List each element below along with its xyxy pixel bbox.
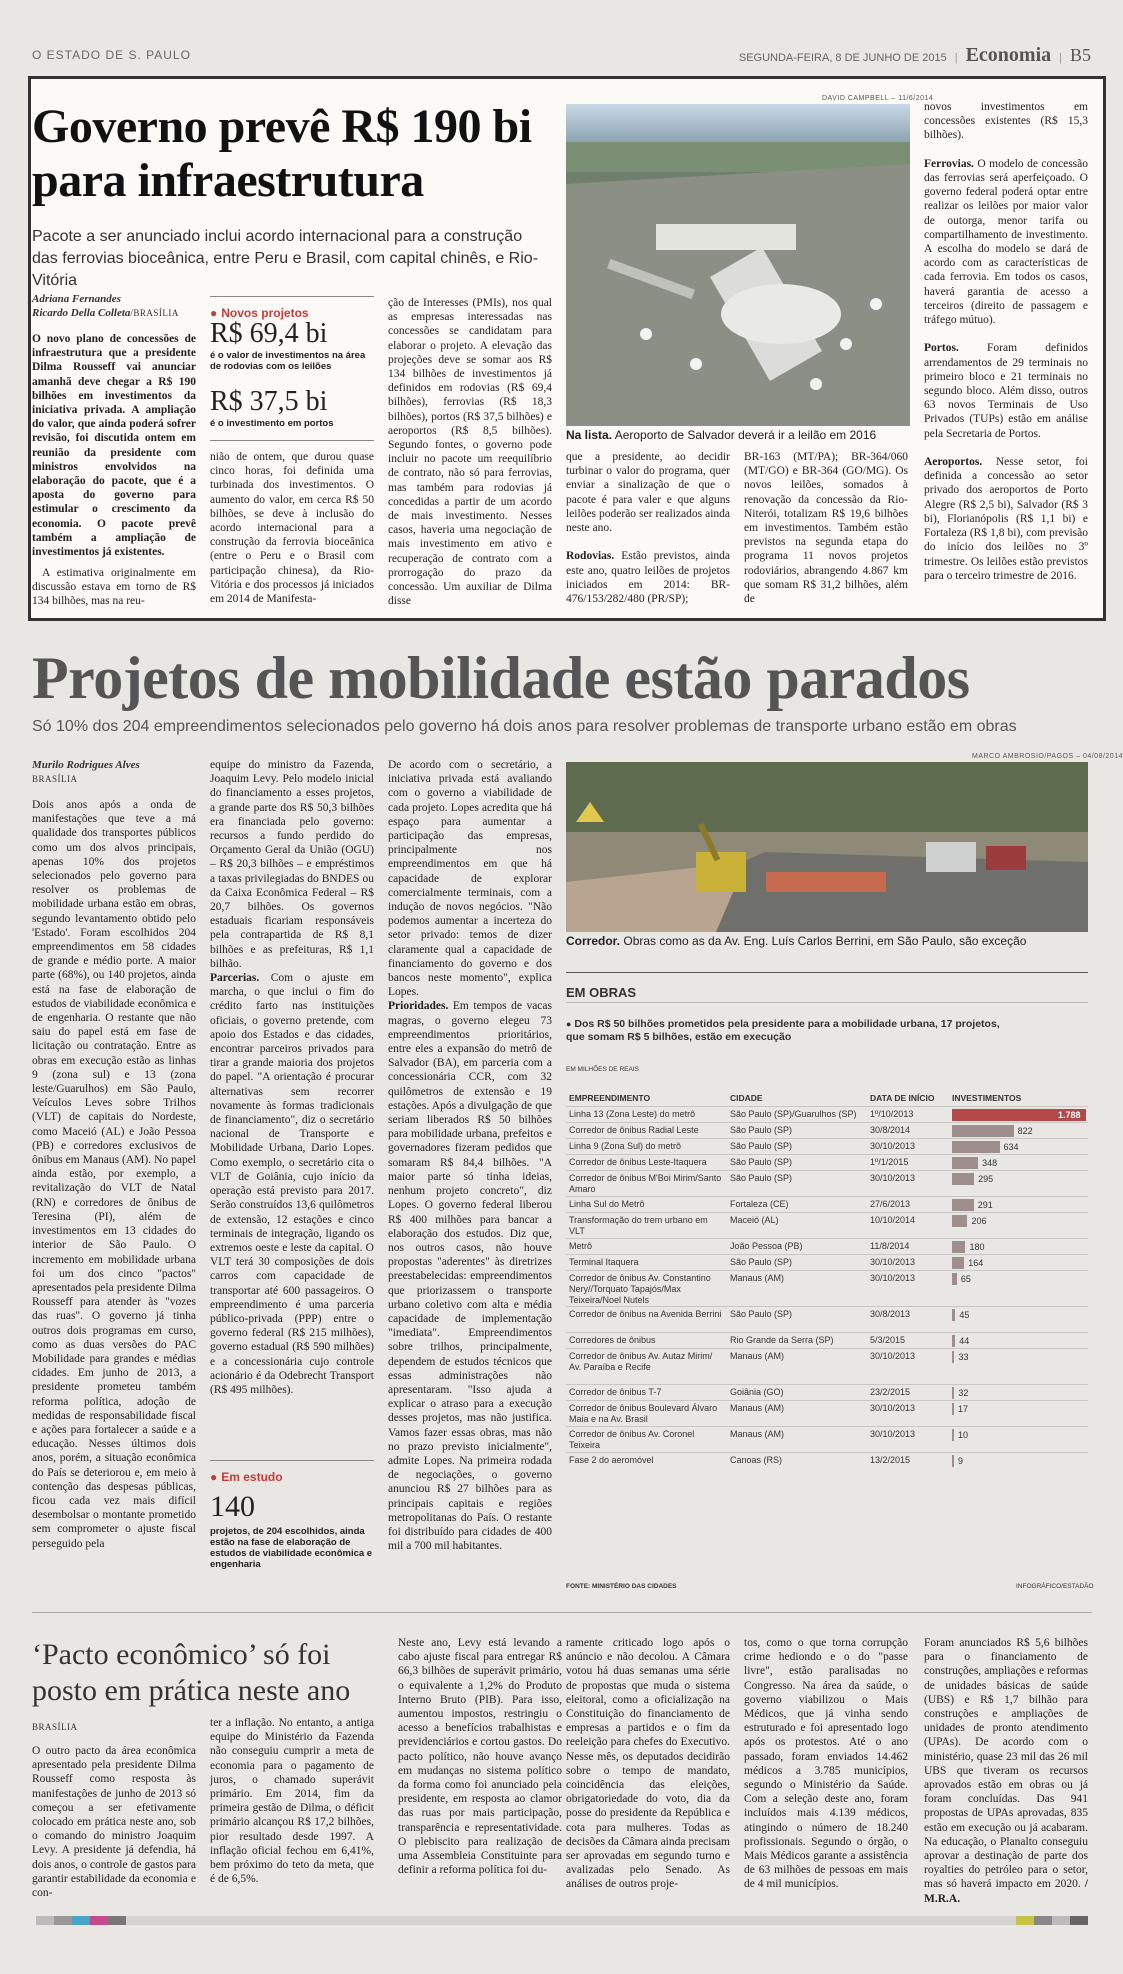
table-source: FONTE: MINISTÉRIO DAS CIDADES	[566, 1583, 677, 1590]
investment-bar	[952, 1387, 954, 1399]
byline-author: Ricardo Della Colleta	[32, 307, 131, 319]
issue-date: SEGUNDA-FEIRA, 8 DE JUNHO DE 2015	[738, 52, 947, 64]
investment-value: 295	[978, 1174, 994, 1184]
investment-value: 33	[958, 1352, 969, 1362]
bullet-icon: ●	[566, 1019, 572, 1029]
row-divider	[566, 1306, 1088, 1307]
stat-description: projetos, de 204 escolhidos, ainda estão na fase de elaboração de estudos de viabilidade econômica e engenharia	[210, 1526, 373, 1570]
col2-text-b: Com o ajuste em marcha, o que inclui o fim do crédito farto nas instituições oficiais, o governo pretende, com apoio dos Estados e das cidades, encontrar parceiros privados para tirar a grande maioria dos projetos do papel. "A orientação é procurar alternativas sem recorrer novamente às formas tradicionais de financiamento", diz o secretário nacional de Transporte e Mobilidade Urbana, Dario Lopes. Como exemplo, o secretário cita o VLT de Goiânia, cujo início da operação está previsto para 2017. Serão construídos 13,6 quilômetros de extensão, 12 estações e cinco terminais de integração, ligando os extremos oeste e leste da capital. O VLT terá 30 composições de dois carros com capacidade de transportar até 600 passageiros. O empreendimento é uma parceria público-privada (PPP) entre o governo federal (R$ 215 milhões), governo estadual (R$ 590 milhões) e a concessionária cujo controle acionário é da Odebrecht Transport (R$ 495 milhões).	[210, 972, 374, 1396]
table-cell-date: 30/10/2013	[870, 1141, 916, 1151]
mid-deck: Só 10% dos 204 empreendimentos selecionados pelo governo há dois anos para resolver problemas de transporte urbano estão em obras	[32, 718, 1017, 735]
investment-bar	[952, 1351, 954, 1363]
column-header: CIDADE	[730, 1093, 763, 1103]
subhead-prioridades: Prioridades.	[388, 1000, 449, 1013]
row-divider	[566, 1384, 1088, 1385]
top-headline: Governo prevê R$ 190 bi para infraestrutura	[32, 100, 532, 207]
table-cell-project: Linha 13 (Zona Leste) do metrô	[569, 1109, 696, 1119]
table-cell-project: Corredor de ônibus Radial Leste	[569, 1125, 699, 1135]
table-cell-project: Terminal Itaquera	[569, 1257, 639, 1267]
row-divider	[566, 1122, 1088, 1123]
top-col5: BR-163 (MT/PA); BR-364/060 (MT/GO) e BR-364 (GO/MG). Os novos leilões, somados à renovação da concessão da Rio-Niterói, totalizam R$ 19,6 bilhões em investimentos. Também estão previstos na segunda etapa do programa 11 novos projetos rodoviários, abrangendo 4.867 km que somam R$ 31,2 bilhões, além de	[744, 451, 908, 606]
caption-text: Aeroporto de Salvador deverá ir a leilão em 2016	[614, 428, 877, 442]
investment-value: 180	[969, 1242, 985, 1252]
col2-text: equipe do ministro da Fazenda, Joaquim Levy. Pelo modelo inicial do financiamento a esses projetos, a grande parte dos R$ 50,3 bilhões era financiada pelo governo: recursos a fundo perdido do Orçamento Geral da União (OGU) – R$ 20,3 bilhões – e empréstimos a taxas privilegiadas do BNDES ou da Caixa Econômica Federal – R$ 20,7 bilhões. Os governos estaduais ficariam responsáveis pela contrapartida de R$ 8,1 bilhões e as prefeituras, R$ 1,1 bilhão.	[210, 759, 374, 970]
row-divider	[566, 1170, 1088, 1171]
table-cell-city: Manaus (AM)	[730, 1403, 785, 1413]
table-cell-project: Linha 9 (Zona Sul) do metrô	[569, 1141, 682, 1151]
table-cell-date: 30/10/2013	[870, 1403, 916, 1413]
table-cell-date: 30/10/2013	[870, 1429, 916, 1439]
table-cell-date: 1º/1/2015	[870, 1157, 909, 1167]
investment-bar	[952, 1273, 957, 1285]
investment-value: 164	[968, 1258, 984, 1268]
investment-bar	[952, 1199, 974, 1211]
byline-author: Murilo Rodrigues Alves	[32, 759, 140, 771]
signature: / M.R.A.	[924, 1878, 1088, 1905]
row-divider	[566, 1154, 1088, 1155]
table-cell-date: 30/8/2014	[870, 1125, 911, 1135]
photo-caption	[566, 934, 1088, 948]
investment-value: 17	[958, 1404, 969, 1414]
section-name: Economia	[965, 44, 1052, 66]
row-divider	[566, 1348, 1088, 1349]
investment-bar	[952, 1125, 1014, 1137]
table-cell-city: Manaus (AM)	[730, 1429, 785, 1439]
col4-text: que a presidente, ao decidir turbinar o valor do programa, quer enviar a sinalização de que o pacote é para valer e que alguns leilões poderão ser realizados ainda neste ano.	[566, 451, 730, 535]
top-col3: ção de Interesses (PMIs), nos qual as empresas interessadas nas concessões se candidatam para elaborar o projeto. A elevação das projeções deve se somar aos R$ 134 bilhões de investimentos já definidos em rodovias (R$ 69,4 bilhões), ferrovias (R$ 18,3 bilhões), portos (R$ 37,5 bilhões) e aeroportos (R$ 8,5 bilhões). Segundo fontes, o governo pode incluir no pacote um reequilíbrio de contrato, não só para ferrovias, mas também para rodovias já concedidas a partir de um acordo de mais investimento. Nesses casos, haveria uma negociação de mais investimento em ativo e recuperação de contrato com a prorrogação do prazo da concessão. Um auxiliar de Dilma disse	[388, 297, 552, 608]
box-rule	[210, 440, 374, 441]
subhead-aeroportos: Aeroportos.	[924, 456, 983, 469]
column-header: EMPREENDIMENTO	[569, 1093, 651, 1103]
table-cell-city: João Pessoa (PB)	[730, 1241, 803, 1251]
bottom-col2: ter a inflação. No entanto, a antiga equipe do Ministério da Fazenda não conseguiu cumprir a meta de economia para o pagamento de juros, o chamado superávit primário. Em 2014, fim da primeira gestão de Dilma, o déficit primário alcançou R$ 17,2 bilhões, pior resultado desde 1997. A inflação oficial fechou em 6,41%, bem próximo do teto da meta, que é de 6,5%.	[210, 1717, 374, 1886]
row-divider	[566, 1332, 1088, 1333]
col3-text-b: Em tempos de vacas magras, o governo elegeu 73 empreendimentos prioritários, entre eles a expansão do metrô de Salvador (BA), em parceria com a concessionária CCR, com 32 quilômetros de extensão e 19 estações. Após a divulgação de que seriam liberados R$ 50 bilhões para mobilidade urbana, prefeitos e governadores fizeram pedidos que somaram R$ 84,4 bilhões. "A maior parte só tinha ideias, nenhum projeto concreto", diz Lopes. O governo federal liberou R$ 400 milhões para bancar a elaboração dos estudos. Diz que, nos outros casos, não houve propostas "aderentes" às diretrizes preestabelecidas: empreendimentos que priorizassem o transporte urbano coletivo com alta e média capacidade de implementação "imediata". Empreendimentos sobre trilhos, principalmente, dependem de estudos técnicos que essas administrações não apresentaram. "Isso ajuda a explicar o atraso para a execução desses projetos, mas não justifica. Vamos fazer essas obras, mas não no prazo previsto inicialmente", admite Lopes. Na primeira rodada de negociações, o governo anunciou R$ 27 bilhões para as principais capitais e regiões metropolitanas do País. O restante foi distribuído para cidades de 400 mil a 700 mil habitantes.	[388, 1000, 552, 1553]
table-cell-city: São Paulo (SP)	[730, 1257, 793, 1267]
table-cell-project: Corredor de ônibus M'Boi Mirim/Santo Amaro	[569, 1173, 722, 1194]
study-box	[210, 1468, 283, 1486]
mid-col1: Dois anos após a onda de manifestações que teve a má qualidade dos transportes públicos como um dos alvos principais, apenas 10% dos projetos selecionados pelo governo para resolver os problemas de mobilidade urbana estão em obras, segundo levantamento obtido pelo 'Estado'. Foram escolhidos 204 empreendimentos em 58 cidades de grande e médio porte. A maior parte (68%), ou 140 projetos, ainda está na fase de elaboração de estudos de viabilidade econômica e de engenharia. O restante que não saiu do papel está em fase de licitação ou contratação. Entre as obras em execução estão as linhas 9 (zona sul) e 13 (zona leste/Guarulhos) em São Paulo, Veículos Leves sobre Trilhos (VLT) de capitais do Nordeste, como Maceió (AL) e João Pessoa (PB) e corredores exclusivos de ônibus em Manaus (AM). No papel ainda estão, por exemplo, a revitalização do VLT de Natal (RN) e corredores de ônibus de Teresina (PI), além de investimentos em 13 cidades do interior de São Paulo. O incremento em mobilidade urbana foi um dos cinco "pactos" apresentados pela presidente Dilma Rousseff para atender às "vozes das ruas". O governo já tinha outros dois programas em curso, como as duas versões do PAC Mobilidade para grandes e médias cidades. Em junho de 2013, a presidente prometeu também reforma política, adoção de medidas de responsabilidade fiscal e ações para fortalecer a saúde e a educação. Nesses últimos dois anos, porém, a situação econômica do País se deteriorou e, em meio à contenção das despesas públicas, ficou cada vez mais difícil desembolsar o montante prometido sem comprometer o ajuste fiscal perseguido pela	[32, 799, 196, 1550]
bottom-byline	[32, 1720, 78, 1734]
investment-value: 65	[960, 1274, 971, 1284]
table-rule	[566, 1002, 1088, 1003]
top-col1-continued: A estimativa originalmente em discussão estava em torno de R$ 134 bilhões, mas na reu-	[32, 567, 196, 608]
bottom-col1: O outro pacto da área econômica apresentado pela presidente Dilma Rousseff como resposta às manifestações de junho de 2013 só começou a ser efetivamente colocado em prática neste ano, sob o comando do ministro Joaquim Levy. A presidente já defendia, há dois anos, o controle de gastos para garantir estabilidade da economia e con-	[32, 1745, 196, 1900]
investment-value: 822	[1017, 1126, 1033, 1136]
table-cell-city: Maceió (AL)	[730, 1215, 779, 1225]
stat-number: R$ 37,5 bi	[210, 386, 328, 417]
table-cell-city: Rio Grande da Serra (SP)	[730, 1335, 834, 1345]
investment-bar	[952, 1141, 1000, 1153]
table-cell-date: 13/2/2015	[870, 1455, 911, 1465]
table-cell-project: Corredor de ônibus Av. Constantino Nery//Torquato Tapajós/Max Teixeira/Noel Nutels	[569, 1273, 711, 1305]
airport-aerial-image	[566, 104, 910, 426]
col4-text-b: Estão previstos, ainda este ano, quatro leilões de projetos iniciados em 2014: BR-476/153/282/480 (PR/SP);	[566, 550, 730, 606]
bullet-icon: ●	[210, 306, 218, 320]
caption-text: Obras como as da Av. Eng. Luís Carlos Berrini, em São Paulo, são exceção	[623, 934, 1027, 948]
table-cell-city: São Paulo (SP)	[730, 1141, 793, 1151]
col6-text: Foram definidos arrendamentos de 29 terminais no primeiro bloco e 21 terminais no segundo bloco. Além disso, outros 63 novos Terminais de Uso Privados (TUPs) estão em análise pela Secretaria de Portos.	[924, 342, 1089, 440]
investment-value: 1.788	[1058, 1110, 1081, 1120]
table-cell-project: Corredor de ônibus na Avenida Berrini	[569, 1309, 722, 1319]
row-divider	[566, 1238, 1088, 1239]
subhead-rodovias: Rodovias.	[566, 550, 615, 563]
color-registration-bar	[36, 1916, 1088, 1925]
stat-description: é o investimento em portos	[210, 418, 334, 429]
stat-number: 140	[210, 1490, 255, 1523]
row-divider	[566, 1426, 1088, 1427]
byline-location: BRASÍLIA	[32, 774, 78, 784]
table-cell-city: São Paulo (SP)	[730, 1157, 793, 1167]
masthead-right	[739, 44, 1091, 67]
investment-value: 348	[982, 1158, 998, 1168]
byline-location: BRASÍLIA	[32, 1722, 78, 1732]
investment-value: 291	[977, 1200, 993, 1210]
row-divider	[566, 1196, 1088, 1197]
separator: |	[1059, 52, 1062, 64]
bottom-col4: ramente criticado logo após o anúncio e não decolou. A Câmara votou há duas semanas uma série de propostas que muda o sistema eleitoral, como a oficialização na Constituição do financiamento de empresas a partidos e o fim da reeleição para chefes do Executivo. Nesse mês, os deputados decidirão sobre o tempo de mandato, coincidência das eleições, obrigatoriedade do voto, dia da posse do presidente da República e cota para mulheres. Todas as decisões da Câmara ainda precisam ser aprovadas em segundo turno e avalizadas pelo Senado. As análises de outros proje-	[566, 1637, 730, 1891]
investment-bar	[952, 1403, 954, 1415]
investment-bar	[952, 1215, 967, 1227]
table-cell-city: São Paulo (SP)/Guarulhos (SP)	[730, 1109, 857, 1119]
table-cell-city: Manaus (AM)	[730, 1351, 785, 1361]
table-cell-date: 5/3/2015	[870, 1335, 906, 1345]
stat-description: é o valor de investimentos na área de rodovias com os leilões	[210, 350, 366, 372]
box-label: Em estudo	[221, 1470, 283, 1484]
col6-text: Nesse setor, foi definida a concessão ao setor privado dos aeroportos de Porto Alegre (R$ 2,5 bi), Salvador (R$ 3 bi), Florianópolis (R$ 1,1 bi) e Fortaleza (R$ 1,8 bi), com previsão do início dos leilões no 3º trimestre. Os leilões estão previstos para o terceiro trimestre de 2016.	[924, 456, 1088, 582]
table-cell-city: Canoas (RS)	[730, 1455, 783, 1465]
investment-value: 44	[959, 1336, 970, 1346]
top-col2: nião de ontem, que durou quase cinco horas, foi definida uma turbinada dos investimentos. O aumento do valor, em cerca R$ 50 bilhões, se deve à inclusão do acordo internacional para a construção da ferrovia bioceânica (entre o Peru e o Brasil com participação chinesa), da Rio-Vitória e dos processos já iniciados em 2014 de Manifesta-	[210, 451, 374, 606]
bottom-col5: tos, como o que torna corrupção crime hediondo e o do "passe livre", estão paralisadas no Congresso. Na área da saúde, o governo viabilizou o Mais Médicos, que já vinha sendo estruturado e foi apresentado logo após os protestos. Até o ano passado, foram enviados 14.462 médicos a 3.785 municípios, segundo o Ministério da Saúde. Com a seleção deste ano, foram incluídos mais 4.139 médicos, atingindo o número de 18.240 profissionais. Segundo o órgão, o Mais Médicos garante a assistência de 63 milhões de pessoas em mais de 4 mil municípios.	[744, 1637, 908, 1891]
subhead-portos: Portos.	[924, 342, 959, 355]
top-col4	[566, 450, 730, 606]
caption-lead: Na lista.	[566, 428, 613, 442]
investment-value: 32	[958, 1388, 969, 1398]
investment-value: 45	[959, 1310, 970, 1320]
row-divider	[566, 1254, 1088, 1255]
row-divider	[566, 1270, 1088, 1271]
mid-col2	[210, 758, 374, 1397]
top-byline	[32, 292, 202, 320]
table-cell-date: 30/10/2013	[870, 1351, 916, 1361]
investment-value: 10	[958, 1430, 969, 1440]
mid-col3	[388, 758, 552, 1553]
newspaper-name: O ESTADO DE S. PAULO	[32, 48, 191, 62]
page-number: B5	[1069, 45, 1091, 65]
row-divider	[566, 1106, 1088, 1107]
mid-byline	[32, 758, 202, 786]
col6-text: Foram anunciados R$ 5,6 bilhões para o financiamento de construções, ampliações e reformas de unidades básicas de saúde (UBS) e R$ 1,7 bilhão para construções e ampliações de unidades de pronto atendimento (UPAs). De acordo com o ministério, quase 23 mil das 26 mil UBS que tiveram os recursos aprovados estão em obras ou já foram concluídas. Das 941 propostas de UPAs aprovadas, 835 estão em execução ou já acabaram. Na educação, o Planalto conseguiu aprovar a destinação de parte dos royalties do petróleo para o setor, mas só haverá impacto em 2020.	[924, 1637, 1088, 1891]
table-cell-project: Corredor de ônibus Leste-Itaquera	[569, 1157, 707, 1167]
table-cell-project: Linha Sul do Metrô	[569, 1199, 645, 1209]
box-rule	[210, 296, 374, 297]
col3-text: De acordo com o secretário, a iniciativa privada está avaliando com o governo a viabilidade de cada projeto. Lopes acredita que há espaço para aumentar a participação das empresas, principalmente nos empreendimentos em que há capacidade de explorar comercialmente terminais, com a indução de novos negócios. "Não podemos aumentar a incerteza do setor privado: temos de dizer claramente qual a capacidade de financiamento do governo e dos bancos neste momento", explica Lopes.	[388, 759, 552, 999]
subhead-ferrovias: Ferrovias.	[924, 157, 974, 170]
table-cell-project: Fase 2 do aeromóvel	[569, 1455, 654, 1465]
table-cell-city: São Paulo (SP)	[730, 1125, 793, 1135]
subhead-parcerias: Parcerias.	[210, 972, 260, 985]
table-cell-project: Metrô	[569, 1241, 593, 1251]
stat-number: R$ 69,4 bi	[210, 318, 328, 349]
bullet-icon: ●	[210, 1470, 218, 1484]
col6-text: O modelo de concessão das ferrovias será aperfeiçoado. O governo federal poderá optar entre realizar os leilões por maior valor de outorga, menor tarifa ou compartilhamento de investimento. A escolha do modelo se dará de acordo com as características de cada ferrovia. Em todos os casos, haverá garantia de acesso a terceiros (direito de passagem e tráfego mútuo).	[924, 157, 1088, 327]
table-cell-city: São Paulo (SP)	[730, 1173, 793, 1183]
table-cell-project: Corredor de ônibus Boulevard Álvaro Maia e na Av. Brasil	[569, 1403, 718, 1424]
investment-bar	[952, 1429, 954, 1441]
table-cell-city: Manaus (AM)	[730, 1273, 785, 1283]
table-cell-date: 30/10/2013	[870, 1257, 916, 1267]
byline-author: Adriana Fernandes	[32, 293, 121, 305]
investment-bar	[952, 1257, 964, 1269]
table-cell-city: São Paulo (SP)	[730, 1309, 793, 1319]
bottom-col3: Neste ano, Levy está levando a cabo ajuste fiscal para entregar R$ 66,3 bilhões de superávit primário, o equivalente a 1,2% do Produto Interno Bruto (PIB). Para isso, aumentou impostos, restringiu o acesso a benefícios trabalhistas e previdenciários e cortou gastos. Do pacto político, não houve avanço em mudanças no sistema político da forma como foi anunciado pela presidente, em resposta ao clamor das ruas por mais participação, transparência e representatividade. O plebiscito para realização de uma Assembleia Constituinte para definir a reforma política foi du-	[398, 1637, 562, 1877]
row-divider	[566, 1212, 1088, 1213]
airport-photo	[566, 104, 910, 426]
byline-location: /BRASÍLIA	[130, 308, 179, 318]
photo-credit: DAVID CAMPBELL – 11/6/2014	[822, 95, 934, 102]
investment-bar	[952, 1241, 965, 1253]
investment-table	[566, 1090, 1088, 1580]
table-cell-project: Corredores de ônibus	[569, 1335, 656, 1345]
row-divider	[566, 1452, 1088, 1453]
roadwork-photo	[566, 762, 1088, 932]
investment-bar	[952, 1335, 955, 1347]
investment-bar	[952, 1309, 955, 1321]
table-cell-project: Transformação do trem urbano em VLT	[569, 1215, 708, 1236]
table-subtitle-text: Dos R$ 50 bilhões prometidos pela presidente para a mobilidade urbana, 17 projetos, que somam R$ 5 bilhões, estão em execução	[566, 1018, 1000, 1043]
table-cell-project: Corredor de ônibus Av. Coronel Teixeira	[569, 1429, 695, 1450]
investment-value: 634	[1003, 1142, 1019, 1152]
table-cell-project: Corredor de ônibus Av. Autaz Mirim/ Av. Paraíba e Recife	[569, 1351, 713, 1372]
investment-bar	[952, 1157, 978, 1169]
table-cell-date: 1º/10/2013	[870, 1109, 914, 1119]
photo-caption	[566, 428, 910, 442]
investment-value: 9	[958, 1456, 964, 1466]
table-cell-date: 30/8/2013	[870, 1309, 911, 1319]
bottom-headline: ‘Pacto econômico’ só foi posto em prática neste ano	[32, 1638, 351, 1707]
box-label: Novos projetos	[221, 306, 309, 320]
caption-lead: Corredor.	[566, 934, 621, 948]
top-lead-paragraph: O novo plano de concessões de infraestrutura que a presidente Dilma Rousseff vai anunciar amanhã deve chegar a R$ 190 bilhões em investimentos da iniciativa privada. A ampliação do valor, que ainda poderá sofrer revisão, foi discutida ontem em reunião da presidente com ministros envolvidos na elaboração do pacote, que é a aposta do governo para estimular o crescimento da economia. O pacote prevê também a ampliação de investimentos já existentes.	[32, 333, 196, 559]
table-cell-date: 27/6/2013	[870, 1199, 911, 1209]
column-header: DATA DE INÍCIO	[870, 1093, 935, 1103]
table-cell-date: 10/10/2014	[870, 1215, 916, 1225]
mid-headline: Projetos de mobilidade estão parados	[32, 645, 970, 711]
table-cell-city: Fortaleza (CE)	[730, 1199, 789, 1209]
table-cell-city: Goiânia (GO)	[730, 1387, 784, 1397]
table-cell-date: 23/2/2015	[870, 1387, 911, 1397]
top-col6	[924, 100, 1088, 583]
table-cell-date: 11/8/2014	[870, 1241, 910, 1251]
table-credit: INFOGRÁFICO/ESTADÃO	[1016, 1583, 1094, 1590]
photo-credit: MARCO AMBROSIO/PAGOS – 04/08/2014	[972, 753, 1123, 760]
table-top-rule	[566, 972, 1088, 973]
table-cell-date: 30/10/2013	[870, 1173, 916, 1183]
table-cell-project: Corredor de ônibus T-7	[569, 1387, 662, 1397]
section-divider	[32, 1612, 1092, 1613]
column-header: INVESTIMENTOS	[952, 1093, 1022, 1103]
investment-bar	[952, 1455, 954, 1467]
table-unit: EM MILHÕES DE REAIS	[566, 1066, 639, 1073]
investment-value: 206	[971, 1216, 987, 1226]
top-deck: Pacote a ser anunciado inclui acordo internacional para a construção das ferrovias bioceânica, entre Peru e Brasil, com capital chinês, e Rio-Vitória	[32, 228, 539, 289]
table-subtitle	[566, 1018, 1016, 1044]
row-divider	[566, 1138, 1088, 1139]
investment-bar	[952, 1173, 974, 1185]
separator: |	[954, 52, 958, 64]
box-rule	[210, 1460, 374, 1461]
col6-text: novos investimentos em concessões existentes (R$ 15,3 bilhões).	[924, 101, 1088, 142]
row-divider	[566, 1400, 1088, 1401]
roadwork-image	[566, 762, 1088, 932]
bottom-col6	[924, 1636, 1088, 1906]
table-cell-date: 30/10/2013	[870, 1273, 916, 1283]
table-title: EM OBRAS	[566, 985, 637, 1000]
